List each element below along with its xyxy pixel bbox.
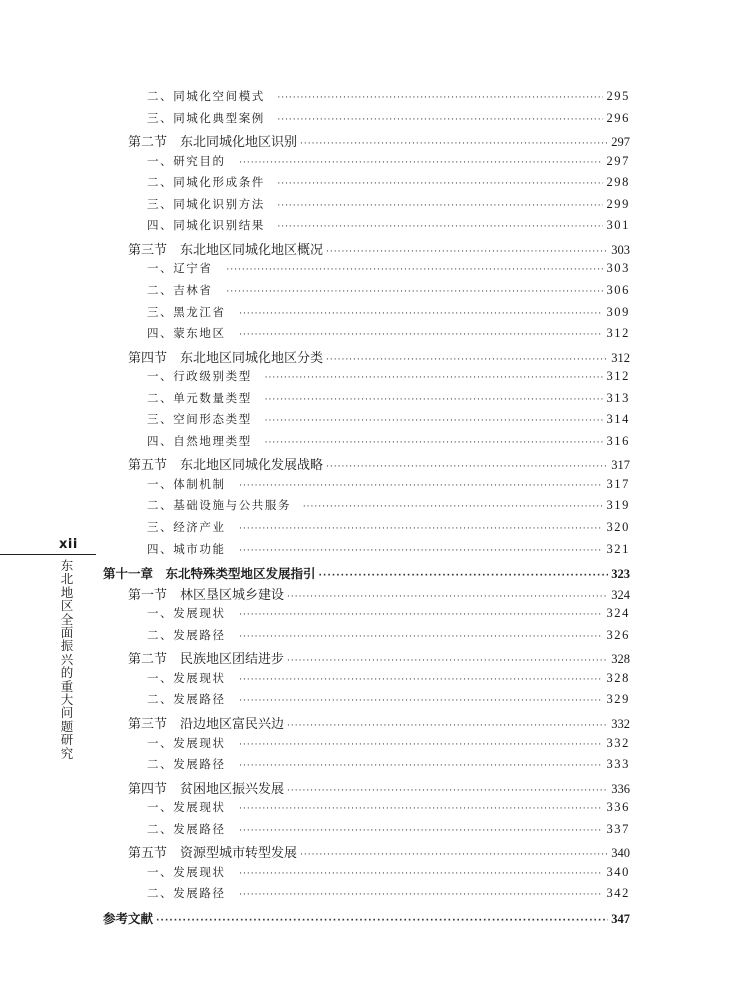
toc-entry-page: 303 [611, 242, 630, 257]
toc-entry[interactable] [147, 605, 630, 627]
toc-entry[interactable] [147, 174, 630, 196]
toc-entry-label: 二、单元数量类型 [147, 390, 252, 405]
toc-entry-page: 336 [611, 781, 630, 796]
dot-leader [239, 870, 603, 879]
toc-entry[interactable] [147, 799, 630, 821]
toc-entry-label: 一、发展现状 [147, 670, 226, 685]
toc-entry[interactable] [147, 756, 630, 778]
dot-leader [303, 503, 604, 512]
toc-entry-page: 328 [611, 652, 630, 667]
toc-entry[interactable] [128, 347, 630, 369]
toc-entry-label: 一、研究目的 [147, 153, 226, 168]
toc-entry[interactable] [147, 735, 630, 757]
toc-entry[interactable] [147, 260, 630, 282]
toc-entry-page: 297 [611, 135, 630, 150]
toc-entry-label: 一、发展现状 [147, 864, 226, 879]
toc-entry[interactable] [147, 541, 630, 563]
toc-entry-label: 第二节 东北同城化地区识别 [128, 135, 298, 151]
toc-entry[interactable] [103, 909, 630, 931]
dot-leader [239, 741, 603, 750]
toc-entry-label: 第十一章 东北特殊类型地区发展指引 [103, 566, 316, 582]
dot-leader [239, 891, 603, 900]
toc-entry-label: 一、体制机制 [147, 476, 226, 491]
toc-entry[interactable] [147, 497, 630, 519]
dot-leader [300, 140, 608, 149]
toc-entry-label: 第五节 资源型城市转型发展 [128, 846, 298, 862]
toc-entry-label: 二、同城化形成条件 [147, 175, 265, 190]
dot-leader [300, 851, 608, 860]
toc-entry[interactable] [147, 153, 630, 175]
dot-leader [239, 611, 603, 620]
toc-entry-page: 332 [611, 716, 630, 731]
toc-entry-page: 295 [606, 89, 630, 103]
toc-entry-page: 309 [606, 304, 630, 319]
dot-leader [226, 266, 603, 275]
toc-entry-page: 347 [611, 911, 630, 926]
toc-entry-label: 第一节 林区垦区城乡建设 [128, 587, 285, 603]
dot-leader [239, 547, 603, 556]
dot-leader [326, 248, 608, 257]
dot-leader [326, 463, 608, 472]
dot-leader [239, 310, 603, 319]
toc-entry-label: 第四节 东北地区同城化地区分类 [128, 350, 324, 366]
toc-entry[interactable] [128, 778, 630, 800]
toc-entry-page: 312 [606, 326, 630, 341]
toc-entry-label: 二、吉林省 [147, 282, 213, 297]
toc-entry[interactable] [147, 627, 630, 649]
dot-leader [239, 525, 603, 534]
dot-leader [239, 633, 603, 642]
toc-entry[interactable] [147, 411, 630, 433]
toc-entry[interactable] [147, 390, 630, 412]
dot-leader [277, 180, 603, 189]
toc-entry[interactable] [128, 842, 630, 864]
toc-entry-label: 第三节 沿边地区富民兴边 [128, 716, 285, 732]
toc-entry[interactable] [147, 476, 630, 498]
dot-leader [239, 159, 603, 168]
dot-leader [239, 482, 603, 491]
toc-entry-label: 参考文献 [103, 910, 154, 926]
toc-entry[interactable] [128, 454, 630, 476]
toc-entry-page: 297 [606, 153, 630, 168]
toc-entry[interactable] [128, 713, 630, 735]
toc-entry-label: 一、发展现状 [147, 606, 226, 621]
toc-entry[interactable] [147, 821, 630, 843]
toc-entry-label: 二、基础设施与公共服务 [147, 498, 292, 513]
toc-entry-page: 332 [606, 735, 630, 750]
toc-entry[interactable] [147, 433, 630, 455]
toc-entry-label: 二、发展路径 [147, 757, 226, 772]
toc-entry-page: 340 [606, 864, 630, 879]
toc-entry-label: 二、发展路径 [147, 692, 226, 707]
toc-entry-page: 301 [606, 218, 630, 233]
dot-leader [277, 202, 603, 211]
toc-entry[interactable] [147, 325, 630, 347]
toc-entry-page: 299 [606, 196, 630, 211]
toc-entry[interactable] [147, 864, 630, 886]
toc-entry[interactable] [128, 131, 630, 153]
toc-entry-page: 303 [606, 261, 630, 276]
toc-entry[interactable] [147, 368, 630, 390]
dot-leader [239, 762, 603, 771]
toc-entry-label: 四、同城化识别结果 [147, 218, 265, 233]
dot-leader [287, 593, 608, 602]
dot-leader [277, 223, 603, 232]
dot-leader [156, 917, 608, 926]
toc-entry-label: 四、自然地理类型 [147, 433, 252, 448]
toc-entry-page: 337 [606, 821, 630, 836]
toc-entry-label: 二、发展路径 [147, 627, 226, 642]
toc-entry-label: 第二节 民族地区团结进步 [128, 652, 285, 668]
toc-entry-page: 342 [606, 886, 630, 901]
dot-leader [277, 116, 603, 125]
toc-entry-label: 四、城市功能 [147, 541, 226, 556]
toc-entry[interactable] [128, 648, 630, 670]
toc-entry[interactable] [147, 519, 630, 541]
running-book-title: 东北地区全面振兴的重大问题研究 [60, 558, 74, 761]
toc-entry-page: 328 [606, 670, 630, 685]
toc-entry-page: 336 [606, 800, 630, 815]
toc-entry-page: 313 [606, 390, 630, 405]
toc-entry[interactable] [147, 670, 630, 692]
toc-entry-page: 326 [606, 627, 630, 642]
dot-leader [277, 94, 603, 103]
toc-entry-label: 第三节 东北地区同城化地区概况 [128, 242, 324, 258]
dot-leader [226, 288, 603, 297]
toc-entry-label: 一、发展现状 [147, 735, 226, 750]
toc-entry-label: 四、蒙东地区 [147, 326, 226, 341]
dot-leader [239, 697, 603, 706]
toc-entry[interactable] [103, 564, 630, 586]
toc-entry-label: 三、空间形态类型 [147, 412, 252, 427]
dot-leader [265, 396, 604, 405]
toc-entry-page: 340 [611, 846, 630, 861]
toc-entry-label: 一、行政级别类型 [147, 369, 252, 384]
toc-entry[interactable] [147, 885, 630, 907]
toc-entry-page: 320 [606, 520, 630, 534]
toc-entry-label: 二、发展路径 [147, 886, 226, 901]
toc-entry-page: 324 [606, 606, 630, 621]
toc-entry[interactable] [147, 88, 630, 110]
toc-entry[interactable] [147, 304, 630, 326]
toc-entry-page: 316 [606, 433, 630, 448]
toc-entry-page: 312 [611, 350, 630, 365]
toc-entry-page: 323 [611, 567, 630, 582]
toc-entry-page: 324 [611, 587, 630, 602]
dot-leader [319, 572, 609, 581]
toc-entry-label: 二、发展路径 [147, 821, 226, 836]
toc-entry-label: 第四节 贫困地区振兴发展 [128, 781, 285, 797]
toc-entry-page: 296 [606, 110, 630, 125]
toc-entry[interactable] [147, 110, 630, 132]
toc-entry-page: 317 [606, 476, 630, 491]
toc-entry[interactable] [147, 282, 630, 304]
toc-entry-page: 333 [606, 757, 630, 772]
toc-entry[interactable] [147, 217, 630, 239]
toc-entry-label: 二、同城化空间模式 [147, 89, 265, 103]
dot-leader [326, 356, 608, 365]
dot-leader [239, 805, 603, 814]
toc-entry-label: 第五节 东北地区同城化发展战略 [128, 458, 324, 474]
dot-leader [239, 676, 603, 685]
dot-leader [287, 722, 608, 731]
toc-entry-label: 三、同城化识别方法 [147, 196, 265, 211]
page-number: xii [59, 537, 78, 552]
dot-leader [287, 787, 608, 796]
margin-rule [0, 554, 96, 555]
toc-entry-label: 一、辽宁省 [147, 261, 213, 276]
toc-entry-label: 一、发展现状 [147, 800, 226, 815]
toc-entry[interactable] [147, 691, 630, 713]
toc-entry[interactable] [128, 584, 630, 606]
dot-leader [265, 439, 604, 448]
toc-entry-page: 314 [606, 412, 630, 427]
toc-entry-page: 306 [606, 282, 630, 297]
dot-leader [265, 374, 604, 383]
dot-leader [239, 827, 603, 836]
toc-entry-page: 312 [606, 369, 630, 384]
dot-leader [287, 657, 608, 666]
toc-entry-page: 321 [606, 541, 630, 556]
toc-entry-label: 三、经济产业 [147, 520, 226, 534]
dot-leader [265, 417, 604, 426]
toc-entry-page: 317 [611, 458, 630, 473]
dot-leader [239, 331, 603, 340]
toc-entry-page: 319 [606, 498, 630, 513]
toc-entry-label: 三、黑龙江省 [147, 304, 226, 319]
toc-entry[interactable] [128, 239, 630, 261]
toc-entry-page: 298 [606, 175, 630, 190]
toc-entry-label: 三、同城化典型案例 [147, 110, 265, 125]
toc-entry-page: 329 [606, 692, 630, 707]
toc-entry[interactable] [147, 196, 630, 218]
